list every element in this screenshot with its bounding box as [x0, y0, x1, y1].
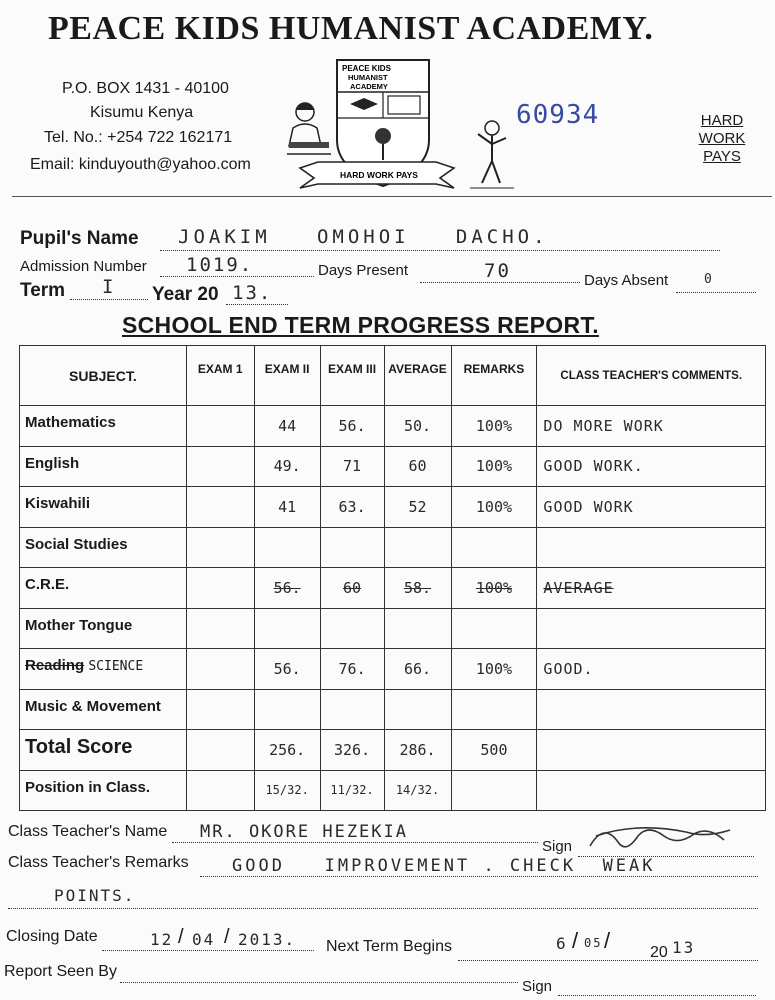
remarks-cell: 100% [451, 406, 537, 447]
boy-working-illustration [468, 118, 516, 192]
teacher-name-value: MR. OKORE HEZEKIA [200, 822, 408, 842]
next-term-year-prefix: 20 [650, 944, 668, 961]
exam1-cell [186, 689, 254, 730]
year-value: 13. [232, 282, 273, 304]
subject-cell: English [20, 446, 187, 487]
table-row [20, 608, 766, 649]
results-table [19, 345, 766, 811]
exam2-cell: 256. [254, 730, 320, 771]
pupil-name-label: Pupil's Name [20, 228, 139, 249]
report-seen-label: Report Seen By [4, 963, 117, 980]
remarks-cell [451, 527, 537, 568]
header-exam1: EXAM 1 [186, 346, 254, 406]
table-row [20, 568, 766, 609]
slogan-word-1: HARD [700, 112, 744, 129]
teacher-name-label: Class Teacher's Name [8, 823, 168, 840]
exam3-cell: 56. [320, 406, 384, 447]
teacher-sign-label: Sign [542, 838, 573, 855]
table-header-row [20, 346, 766, 406]
teacher-remarks-line-1 [200, 876, 758, 877]
admission-number-label: Admission Number [20, 258, 147, 275]
average-cell: 14/32. [384, 770, 451, 811]
slogan-word-2: WORK [698, 130, 746, 147]
remarks-cell: 500 [451, 730, 537, 771]
header-average: AVERAGE [384, 346, 451, 406]
parent-sign-label: Sign [522, 978, 553, 995]
exam3-cell: 11/32. [320, 770, 384, 811]
slogan [694, 112, 750, 166]
address-line-2: Kisumu Kenya [90, 104, 194, 121]
email: Email: kinduyouth@yahoo.com [30, 156, 251, 173]
subject-cell: Position in Class. [20, 770, 187, 811]
table-row [20, 527, 766, 568]
exam1-cell [186, 406, 254, 447]
exam1-cell [186, 487, 254, 528]
school-crest-logo [292, 56, 462, 196]
crest-banner-text: HARD WORK PAYS [340, 170, 418, 180]
header-remarks: REMARKS [451, 346, 537, 406]
exam3-cell: 60 [320, 568, 384, 609]
exam3-cell: 326. [320, 730, 384, 771]
average-cell [384, 689, 451, 730]
exam1-cell [186, 608, 254, 649]
exam2-cell [254, 689, 320, 730]
exam2-cell: 41 [254, 487, 320, 528]
exam2-cell: 56. [254, 649, 320, 690]
table-row [20, 689, 766, 730]
remarks-cell [451, 770, 537, 811]
comment-cell [537, 730, 766, 771]
term-line [70, 299, 148, 300]
remarks-cell: 100% [451, 446, 537, 487]
address-line-1: P.O. BOX 1431 - 40100 [62, 80, 229, 97]
days-absent-label: Days Absent [584, 272, 669, 289]
comment-cell: GOOD WORK [537, 487, 766, 528]
average-cell: 52 [384, 487, 451, 528]
exam2-cell [254, 608, 320, 649]
exam3-cell: 71 [320, 446, 384, 487]
average-cell [384, 608, 451, 649]
average-cell: 50. [384, 406, 451, 447]
telephone: Tel. No.: +254 722 162171 [44, 129, 233, 146]
average-cell [384, 527, 451, 568]
school-name: PEACE KIDS HUMANIST ACADEMY. [48, 10, 654, 47]
days-absent-value: 0 [704, 272, 714, 287]
exam3-cell [320, 608, 384, 649]
exam1-cell [186, 527, 254, 568]
report-title: SCHOOL END TERM PROGRESS REPORT. [122, 312, 599, 338]
exam3-cell: 63. [320, 487, 384, 528]
exam1-cell [186, 568, 254, 609]
struck-subject: Reading [25, 657, 85, 674]
closing-date-slash-2: / [224, 926, 230, 948]
exam3-cell [320, 527, 384, 568]
table-row [20, 730, 766, 771]
remarks-cell [451, 608, 537, 649]
exam1-cell [186, 649, 254, 690]
crest-mid-text-1: HUMANIST [348, 73, 388, 82]
closing-date-label: Closing Date [6, 928, 98, 945]
closing-date-day: 12 [150, 930, 174, 949]
subject-cell: Total Score [20, 730, 187, 771]
comment-cell: DO MORE WORK [537, 406, 766, 447]
teacher-name-line [172, 842, 538, 843]
average-cell: 286. [384, 730, 451, 771]
header-subject: SUBJECT. [20, 346, 187, 406]
average-cell: 66. [384, 649, 451, 690]
subject-cell: Kiswahili [20, 487, 187, 528]
term-label: Term [20, 280, 66, 301]
exam2-cell: 44 [254, 406, 320, 447]
slogan-word-3: PAYS [703, 148, 741, 165]
days-present-value: 70 [484, 260, 511, 282]
exam1-cell [186, 770, 254, 811]
header-divider [12, 196, 772, 197]
days-present-label: Days Present [318, 262, 409, 279]
year-label: Year 20 [152, 284, 219, 305]
next-term-slash-2: / [604, 928, 611, 953]
closing-date-year: 2013. [238, 930, 297, 949]
teacher-remarks-text-2: POINTS. [54, 886, 136, 905]
term-value: I [102, 276, 116, 298]
next-term-label: Next Term Begins [326, 938, 452, 955]
remarks-cell: 100% [451, 649, 537, 690]
closing-date-slash-1: / [178, 926, 184, 948]
admission-number-line [160, 276, 314, 277]
next-term-line [458, 960, 758, 961]
crest-mid-text-2: ACADEMY [350, 82, 388, 91]
next-term-year: 13 [672, 938, 696, 957]
days-present-line [420, 282, 580, 283]
exam2-cell: 15/32. [254, 770, 320, 811]
teacher-remarks-text-1: GOOD IMPROVEMENT . CHECK WEAK [232, 856, 656, 876]
days-absent-line [676, 292, 756, 293]
table-row [20, 446, 766, 487]
average-cell: 60 [384, 446, 451, 487]
subject-cell: Mother Tongue [20, 608, 187, 649]
exam3-cell [320, 689, 384, 730]
pupil-name-value: JOAKIM OMOHOI DACHO. [178, 226, 549, 248]
header-comments: CLASS TEACHER'S COMMENTS. [537, 346, 766, 406]
table-row [20, 649, 766, 690]
comment-cell [537, 770, 766, 811]
next-term-month: 05 [584, 936, 603, 950]
subject-cell: Music & Movement [20, 689, 187, 730]
subject-cell: C.R.E. [20, 568, 187, 609]
comment-cell [537, 689, 766, 730]
comment-cell [537, 608, 766, 649]
teacher-remarks-label: Class Teacher's Remarks [8, 854, 189, 871]
average-cell: 58. [384, 568, 451, 609]
next-term-day: 6 [556, 934, 568, 953]
report-seen-line [120, 982, 518, 983]
table-row [20, 406, 766, 447]
closing-date-month: 04 [192, 930, 216, 949]
next-term-slash-1: / [572, 928, 579, 953]
closing-date-line [102, 950, 314, 951]
header-exam3: EXAM III [320, 346, 384, 406]
exam2-cell: 56. [254, 568, 320, 609]
comment-cell: GOOD. [537, 649, 766, 690]
remarks-cell: 100% [451, 487, 537, 528]
crest-top-text: PEACE KIDS [342, 64, 391, 73]
comment-cell [537, 527, 766, 568]
exam2-cell [254, 527, 320, 568]
exam2-cell: 49. [254, 446, 320, 487]
pupil-name-line [160, 250, 720, 251]
year-line [226, 304, 288, 305]
subject-cell [20, 649, 187, 690]
comment-cell: GOOD WORK. [537, 446, 766, 487]
admission-number-value: 1019. [186, 254, 254, 276]
teacher-remarks-line-2 [8, 908, 758, 909]
parent-sign-line [558, 995, 756, 996]
remarks-cell: 100% [451, 568, 537, 609]
subject-cell: Mathematics [20, 406, 187, 447]
handwritten-subject: SCIENCE [88, 659, 144, 674]
remarks-cell [451, 689, 537, 730]
table-row [20, 487, 766, 528]
exam1-cell [186, 730, 254, 771]
table-row [20, 770, 766, 811]
comment-cell: AVERAGE [537, 568, 766, 609]
serial-number: 60934 [516, 100, 600, 130]
exam3-cell: 76. [320, 649, 384, 690]
subject-cell: Social Studies [20, 527, 187, 568]
exam1-cell [186, 446, 254, 487]
header-exam2: EXAM II [254, 346, 320, 406]
